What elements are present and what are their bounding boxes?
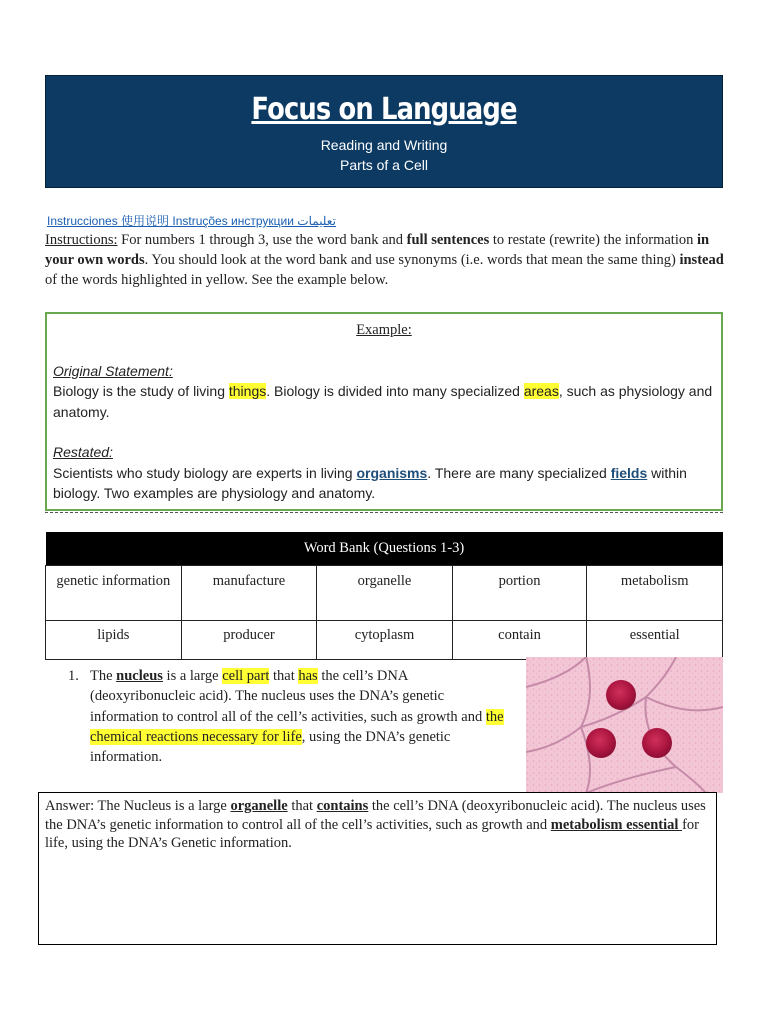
instructions-bold: instead <box>679 252 724 268</box>
key-term: nucleus <box>116 668 163 684</box>
instructions-bold: full sentences <box>406 232 490 248</box>
highlighted-word: has <box>298 668 318 684</box>
dashed-divider <box>45 512 723 523</box>
answer-text: that <box>287 798 317 814</box>
instructions-paragraph <box>45 230 725 290</box>
instructions-text: to restate (rewrite) the information <box>489 232 697 248</box>
highlighted-word: things <box>228 383 267 399</box>
question-text <box>90 666 508 767</box>
original-statement <box>53 381 715 422</box>
word-bank-table <box>45 532 723 660</box>
answer-keyword: metabolism essential <box>550 816 683 833</box>
restated-statement <box>53 463 715 504</box>
word-bank-title: Word Bank (Questions 1-3) <box>46 532 723 566</box>
subtitle-topic: Parts of a Cell <box>340 157 428 173</box>
word-bank-cell: genetic information <box>46 566 182 621</box>
instructions-text: of the words highlighted in yellow. See the example below. <box>45 272 389 288</box>
word-bank-cell: metabolism <box>587 566 723 621</box>
title-banner <box>45 75 723 188</box>
subtitle-reading-writing: Reading and Writing <box>320 137 448 153</box>
synonym-word: organisms <box>356 464 428 481</box>
page-title: Focus on Language <box>251 92 517 127</box>
restated-text: Scientists who study biology are experts in living <box>53 464 357 481</box>
original-text: . Biology is divided into many specialized <box>266 383 524 399</box>
synonym-word: fields <box>610 464 648 481</box>
word-bank-cell: contain <box>452 621 587 660</box>
original-text: Biology is the study of living <box>53 383 229 399</box>
instructions-bold: in your own words <box>45 232 710 268</box>
word-bank-cell: lipids <box>46 621 182 660</box>
instructions-text: . You should look at the word bank and use synonyms (i.e. words that mean the same thing) <box>144 252 680 268</box>
restated-label: Restated: <box>53 444 113 460</box>
question-fragment: the cell’s DNA (deoxyribonucleic acid). The nucleus uses the DNA’s genetic information to control all of the cell’s activities, such as growth and <box>90 668 486 725</box>
restated-text: within biology. Two examples are physiology and anatomy. <box>53 464 687 501</box>
original-statement-label: Original Statement: <box>53 362 173 379</box>
answer-text: the cell’s DNA (deoxyribonucleic acid). The nucleus uses the DNA’s genetic information to control all of the cell’s activities, such as growth and <box>45 798 706 833</box>
instructions-label: Instructions: <box>45 232 118 248</box>
original-text: , such as physiology and anatomy. <box>53 383 713 420</box>
cell-microscope-image <box>526 657 723 793</box>
highlighted-word: cell part <box>222 668 270 684</box>
word-bank-cell: manufacture <box>181 566 317 621</box>
answer-text: Answer: The Nucleus is a large <box>45 798 231 814</box>
question-1 <box>68 666 508 767</box>
question-number: 1. <box>68 668 79 684</box>
answer-text: for life, using the DNA’s Genetic information. <box>45 816 699 851</box>
word-bank-cell: cytoplasm <box>317 621 452 660</box>
answer-keyword: contains <box>316 798 369 814</box>
question-fragment: , using the DNA’s genetic information. <box>90 728 451 766</box>
example-title: Example: <box>356 322 412 338</box>
word-bank-cell: essential <box>587 621 723 660</box>
question-fragment: that <box>269 668 299 684</box>
question-fragment: is a large <box>162 668 223 684</box>
cell-illustration <box>526 657 723 793</box>
answer-box[interactable] <box>38 792 717 945</box>
word-bank-cell: producer <box>181 621 317 660</box>
example-box <box>45 312 723 511</box>
restated-text: . There are many specialized <box>427 464 611 481</box>
highlighted-word: areas <box>523 383 559 399</box>
translation-links[interactable]: Instrucciones 使用说明 Instruções инструкции تعليمات <box>47 214 336 228</box>
word-bank-cell: portion <box>452 566 587 621</box>
answer-keyword: organelle <box>230 798 288 814</box>
instructions-text: For numbers 1 through 3, use the word bank and <box>117 232 407 248</box>
word-bank-cell: organelle <box>317 566 452 621</box>
question-fragment: The <box>90 668 117 684</box>
highlighted-phrase: the chemical reactions necessary for life <box>90 708 504 745</box>
